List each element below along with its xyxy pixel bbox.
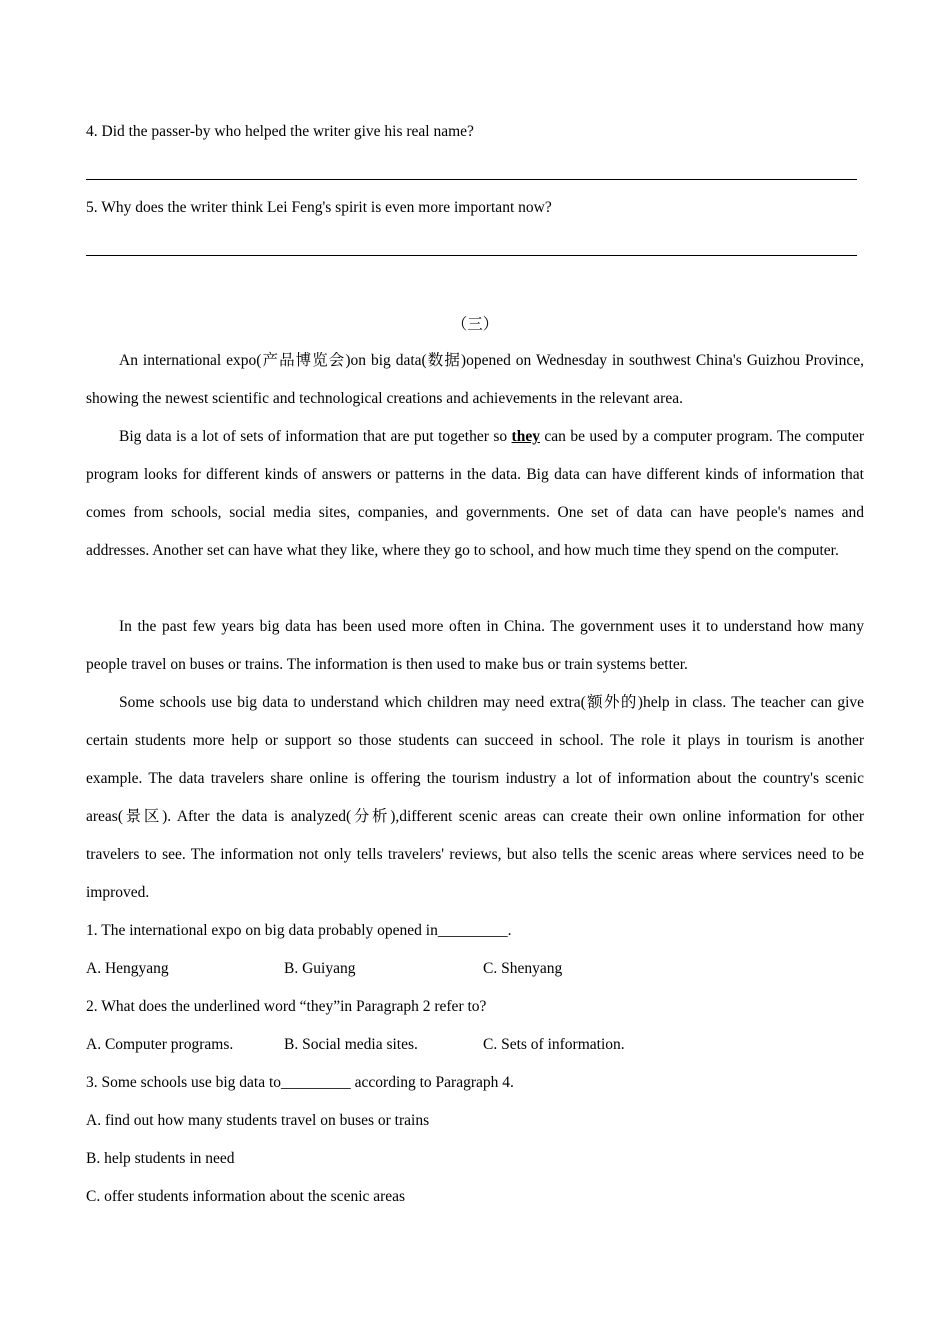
paragraph-2-text-after: can be used by a computer program. The computer program looks for different kinds of answers or patterns in the data. Big data can have different kinds of information that comes from schools, social media sites, companies, and governments. One set of data can have people's names and addresses. Another set can have what they like, where they go to school, and how much time they spend on the computer. (86, 428, 864, 559)
answer-line-4[interactable] (86, 179, 857, 180)
question-3-option-c[interactable]: C. offer students information about the scenic areas (86, 1188, 406, 1205)
question-2-option-b[interactable]: B. Social media sites. (284, 1036, 418, 1053)
prev-question-5: 5. Why does the writer think Lei Feng's spirit is even more important now? (86, 199, 552, 216)
question-2-option-a[interactable]: A. Computer programs. (86, 1036, 234, 1053)
prev-question-4: 4. Did the passer-by who helped the writer give his real name? (86, 123, 474, 140)
question-3-stem: 3. Some schools use big data to_________ according to Paragraph 4. (86, 1074, 514, 1091)
question-1-option-a[interactable]: A. Hengyang (86, 960, 169, 977)
passage-paragraph-1: An international expo(产品博览会)on big data(数据)opened on Wednesday in southwest China's Guizhou Province, showing the newest scientific and technological creations and achievements in the relevant area. (86, 352, 864, 407)
question-3-option-b[interactable]: B. help students in need (86, 1150, 235, 1167)
passage-paragraph-4: Some schools use big data to understand which children may need extra(额外的)help in class. The teacher can give certain students more help or support so those students can succeed in school. The role it plays in tourism is another example. The data travelers share online is offering the tourism industry a lot of information about the country's scenic areas(景区). After the data is analyzed(分析),different scenic areas can create their own online information for other travelers to see. The information not only tells travelers' reviews, but also tells the scenic areas where services need to be improved. (86, 694, 864, 901)
passage-paragraph-3: In the past few years big data has been used more often in China. The government uses it to understand how many people travel on buses or trains. The information is then used to make bus or train systems better. (86, 618, 864, 673)
question-1-option-b[interactable]: B. Guiyang (284, 960, 356, 977)
question-2-stem: 2. What does the underlined word “they”in Paragraph 2 refer to? (86, 998, 487, 1015)
question-2-option-c[interactable]: C. Sets of information. (483, 1036, 625, 1053)
question-3-option-a[interactable]: A. find out how many students travel on buses or trains (86, 1112, 430, 1129)
section-title: （三） (451, 316, 499, 333)
passage-paragraph-2 (86, 418, 864, 570)
question-1-option-c[interactable]: C. Shenyang (483, 960, 563, 977)
paragraph-2-text-before: Big data is a lot of sets of information that are put together so (119, 428, 512, 445)
question-1-stem: 1. The international expo on big data probably opened in_________. (86, 922, 512, 939)
underlined-word-they: they (511, 428, 540, 445)
answer-line-5[interactable] (86, 255, 857, 256)
